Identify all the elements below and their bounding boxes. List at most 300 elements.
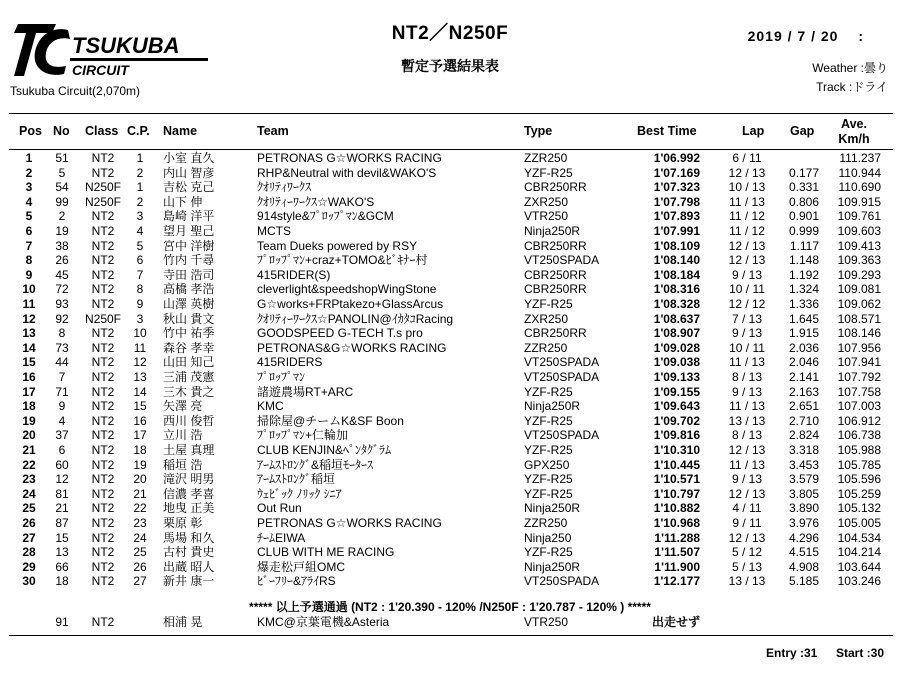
table-row [0, 239, 900, 254]
cell-class: NT2 [91, 370, 115, 384]
cell-cp: 3 [136, 311, 144, 326]
cell-ave-speed: 107.003 [837, 399, 881, 414]
cell-lap: 12 / 13 [728, 238, 766, 253]
cell-ave-speed: 103.644 [837, 559, 881, 574]
cell-class: NT2 [91, 443, 115, 457]
cell-team: ﾌﾟﾛｯﾌﾟﾏﾝ+仁輪加 [257, 428, 349, 443]
cell-name: 出蔵 昭人 [163, 559, 215, 574]
cell-gap: 1.117 [789, 238, 819, 253]
cell-cp: 25 [133, 545, 147, 560]
cell-cp: 13 [133, 370, 147, 384]
cell-class: NT2 [91, 486, 115, 501]
cell-team: MCTS [257, 224, 291, 238]
cell-pos: 4 [25, 194, 33, 209]
cell-best-time: 1'09.038 [653, 355, 700, 370]
table-row [0, 560, 900, 575]
cell-gap: 3.318 [788, 443, 819, 457]
cell-name: 三木 貴之 [163, 384, 215, 399]
cell-no: 9 [58, 399, 66, 414]
cell-type: VT250SPADA [524, 355, 600, 370]
cell-type: VT250SPADA [524, 574, 600, 589]
cell-lap: 10 / 13 [728, 180, 766, 195]
cell-ave-speed: 109.363 [837, 253, 881, 268]
cell-pos: 11 [22, 297, 36, 311]
cell-best-time: 1'11.288 [654, 530, 700, 545]
cell-name: 山田 知己 [163, 355, 215, 370]
cell-ave-speed: 105.785 [837, 457, 881, 472]
cell-gap: 3.976 [788, 516, 819, 530]
cell-type: Ninja250R [524, 224, 581, 238]
table-row [0, 472, 900, 487]
cell-type: YZF-R25 [524, 413, 573, 428]
cell-type: CBR250RR [524, 282, 587, 297]
cell-gap: 0.331 [788, 180, 819, 195]
cell-best-time: 1'07.323 [653, 180, 700, 195]
cell-no: 19 [55, 224, 69, 238]
footer-rule [9, 635, 893, 636]
cell-name: 栗原 彰 [163, 516, 203, 530]
col-ave-label: Ave. [841, 117, 867, 131]
cell-lap: 5 / 13 [731, 559, 763, 574]
cell-pos: 28 [22, 545, 36, 560]
entry-count: Entry :31 [766, 646, 818, 660]
event-title: NT2／N250F [391, 23, 509, 44]
col-best-time: Best Time [637, 124, 697, 138]
cell-type: Ninja250R [524, 559, 581, 574]
cell-team: ｱｰﾑｽﾄﾛﾝｸﾞ&稲垣ﾓｰﾀｰｽ [257, 457, 374, 472]
cell-name: 信濃 孝喜 [163, 486, 215, 501]
cell-ave-speed: 104.534 [837, 530, 881, 545]
table-row [0, 151, 900, 166]
cell-pos: 6 [25, 224, 33, 238]
cell-cp: 9 [136, 297, 144, 311]
cell-name: 土屋 真理 [163, 443, 215, 457]
cell-cp: 14 [133, 384, 147, 399]
cell-pos: 1 [25, 151, 33, 165]
cell-cp: 21 [133, 486, 147, 501]
cell-pos: 20 [22, 428, 36, 443]
cell-pos: 24 [22, 486, 36, 501]
cell-cp: 15 [133, 399, 147, 414]
cell-ave-speed: 103.246 [837, 574, 881, 589]
cell-pos: 3 [25, 180, 33, 195]
cell-ave-speed: 107.758 [837, 384, 881, 399]
cell-cp: 11 [133, 340, 147, 355]
cell-ave-speed: 108.146 [837, 326, 881, 341]
cell-cp: 18 [133, 443, 147, 457]
cell-name: 高橋 孝浩 [163, 282, 215, 297]
cell-no: 72 [55, 282, 69, 297]
col-pos: Pos [19, 124, 42, 138]
cell-pos: 27 [22, 530, 36, 545]
cell-type: CBR250RR [524, 267, 587, 282]
cell-pos: 15 [22, 355, 36, 370]
cell-team: ﾋﾞｰﾌﾘｰ&ｱﾗｲRS [257, 574, 336, 589]
cell-ave-speed: 105.988 [837, 443, 881, 457]
cell-class: NT2 [91, 238, 115, 253]
cell-gap: 3.579 [788, 472, 819, 487]
cell-type: ZZR250 [524, 151, 568, 165]
cell-cp: 22 [133, 501, 147, 516]
cell-no: 18 [55, 574, 69, 589]
cell-gap: 2.163 [788, 384, 819, 399]
cell-no: 92 [55, 311, 69, 326]
cell-type: VT250SPADA [524, 253, 600, 268]
table-row [0, 268, 900, 283]
cell-cp: 19 [133, 457, 147, 472]
cell-name: 島崎 洋平 [163, 209, 215, 224]
cell-no: 93 [55, 297, 69, 311]
cell-class: NT2 [91, 224, 115, 238]
cell-gap: 2.651 [788, 399, 819, 414]
cell-best-time: 1'09.702 [653, 413, 700, 428]
cell-no: 99 [55, 194, 69, 209]
cell-pos: 16 [22, 370, 36, 384]
cell-name: 森谷 孝幸 [163, 340, 215, 355]
cell-no: 13 [55, 545, 69, 560]
cell-lap: 9 / 13 [731, 384, 763, 399]
dns-team: KMC@京葉電機&Asteria [257, 615, 390, 629]
cell-no: 12 [55, 472, 69, 487]
cell-ave-speed: 109.081 [837, 282, 881, 297]
report-title: 暫定予選結果表 [401, 58, 499, 74]
cell-pos: 18 [22, 399, 36, 414]
cell-no: 6 [58, 443, 66, 457]
cell-class: NT2 [91, 545, 115, 560]
cell-lap: 6 / 11 [732, 151, 762, 165]
cell-class: NT2 [91, 267, 115, 282]
cell-type: YZF-R25 [524, 472, 573, 487]
cell-team: ｸｵﾘﾃｨｰﾜｰｸｽ☆PANOLIN@ｲｶﾀｺRacing [257, 311, 454, 326]
cell-team: CLUB WITH ME RACING [257, 545, 395, 560]
cell-best-time: 1'08.637 [653, 311, 700, 326]
start-count: Start :30 [836, 646, 885, 660]
cell-gap: 0.999 [788, 224, 819, 238]
cell-pos: 10 [22, 282, 36, 297]
cell-team: PETRONAS G☆WORKS RACING [257, 516, 442, 530]
track-condition-label: Track :ドライ [816, 80, 888, 94]
cell-team: PETRONAS&G☆WORKS RACING [257, 340, 447, 355]
cell-name: 矢澤 亮 [163, 399, 203, 414]
cell-type: Ninja250R [524, 399, 581, 414]
cell-name: 小室 直久 [163, 151, 215, 165]
cell-ave-speed: 104.214 [837, 545, 881, 560]
cell-lap: 9 / 13 [731, 472, 763, 487]
col-cp: C.P. [127, 124, 150, 138]
cell-type: ZZR250 [524, 340, 568, 355]
cell-team: 914style&ﾌﾟﾛｯﾌﾟﾏﾝ&GCM [257, 209, 394, 224]
cell-cp: 7 [136, 267, 144, 282]
dns-name: 相浦 晃 [163, 615, 203, 629]
cell-class: NT2 [91, 282, 115, 297]
cell-class: NT2 [91, 559, 115, 574]
cell-name: 馬場 和久 [163, 530, 215, 545]
cell-ave-speed: 109.062 [837, 297, 881, 311]
cell-cp: 12 [133, 355, 147, 370]
cell-class: NT2 [91, 355, 115, 370]
cell-class: NT2 [91, 151, 115, 165]
cell-ave-speed: 109.915 [837, 194, 881, 209]
cell-gap: 2.141 [788, 370, 819, 384]
cell-ave-speed: 106.738 [837, 428, 881, 443]
cell-lap: 10 / 11 [729, 282, 765, 297]
table-row [0, 166, 900, 181]
cell-no: 8 [58, 326, 66, 341]
cell-type: CBR250RR [524, 326, 587, 341]
cell-team: Team Dueks powered by RSY [257, 238, 418, 253]
cell-name: 秋山 貴文 [163, 311, 215, 326]
cell-no: 5 [58, 165, 66, 180]
dns-row [0, 615, 900, 630]
cell-no: 73 [55, 340, 69, 355]
cell-pos: 7 [25, 238, 33, 253]
cell-name: 竹内 千尋 [163, 253, 215, 268]
cell-no: 71 [55, 384, 69, 399]
cell-gap: 1.645 [788, 311, 819, 326]
cell-ave-speed: 109.761 [837, 209, 881, 224]
dns-type: VTR250 [524, 615, 569, 629]
cell-name: 古村 貴史 [163, 545, 215, 560]
table-row [0, 399, 900, 414]
weather-label: Weather :曇り [812, 61, 888, 75]
cell-pos: 26 [22, 516, 36, 530]
col-class: Class [85, 124, 119, 138]
cell-lap: 10 / 11 [729, 340, 765, 355]
cell-best-time: 1'10.968 [653, 516, 700, 530]
table-row [0, 312, 900, 327]
cell-cp: 1 [136, 151, 144, 165]
cell-pos: 30 [22, 574, 36, 589]
cell-team: G☆works+FRPtakezo+GlassArcus [257, 297, 444, 311]
cell-pos: 22 [22, 457, 36, 472]
cell-best-time: 1'08.109 [653, 238, 700, 253]
cell-team: ｸｵﾘﾃｨﾜｰｸｽ [257, 180, 312, 195]
table-row [0, 209, 900, 224]
table-header [0, 116, 900, 148]
cell-pos: 19 [22, 413, 36, 428]
table-row [0, 224, 900, 239]
cell-pos: 5 [25, 209, 33, 224]
cell-team: 掃除屋@チームK&SF Boon [257, 413, 404, 428]
cell-pos: 29 [22, 559, 36, 574]
cell-best-time: 1'10.797 [653, 486, 700, 501]
cell-no: 4 [58, 413, 66, 428]
col-lap: Lap [742, 124, 765, 138]
cell-name: 滝沢 明男 [163, 472, 215, 487]
cell-pos: 9 [25, 267, 33, 282]
table-row [0, 516, 900, 531]
cell-gap: 3.805 [788, 486, 819, 501]
col-no: No [53, 124, 70, 138]
qualify-note: ***** 以上予選通過 (NT2 : 1'20.390 - 120% /N250F : 1'20.787 - 120% ) ***** [249, 600, 651, 614]
cell-pos: 23 [22, 472, 36, 487]
cell-class: NT2 [91, 399, 115, 414]
cell-best-time: 1'08.907 [653, 326, 700, 341]
cell-team: RHP&Neutral with devil&WAKO'S [257, 165, 437, 180]
cell-name: 西川 俊哲 [163, 413, 215, 428]
table-row [0, 195, 900, 210]
cell-lap: 9 / 13 [731, 326, 763, 341]
cell-gap: 2.046 [788, 355, 819, 370]
cell-gap: 2.824 [788, 428, 819, 443]
cell-gap: 1.336 [788, 297, 819, 311]
cell-ave-speed: 105.259 [837, 486, 881, 501]
cell-cp: 23 [133, 516, 147, 530]
cell-class: NT2 [91, 428, 115, 443]
cell-team: 415RIDERS [257, 355, 323, 370]
cell-name: 吉松 克己 [163, 180, 215, 195]
cell-pos: 2 [25, 165, 33, 180]
cell-class: NT2 [91, 340, 115, 355]
table-row [0, 370, 900, 385]
cell-lap: 8 / 13 [731, 428, 763, 443]
cell-best-time: 1'12.177 [653, 574, 700, 589]
cell-pos: 17 [22, 384, 36, 399]
cell-class: NT2 [91, 530, 115, 545]
cell-type: VTR250 [524, 209, 569, 224]
col-team: Team [257, 124, 289, 138]
cell-lap: 8 / 13 [731, 370, 763, 384]
cell-pos: 14 [22, 340, 36, 355]
table-row [0, 574, 900, 589]
cell-team: KMC [257, 399, 284, 414]
cell-best-time: 1'08.184 [653, 267, 700, 282]
cell-team: cleverlight&speedshopWingStone [257, 282, 437, 297]
table-row [0, 545, 900, 560]
cell-cp: 16 [133, 413, 147, 428]
cell-best-time: 1'07.798 [653, 194, 700, 209]
cell-cp: 26 [133, 559, 147, 574]
cell-ave-speed: 106.912 [837, 413, 881, 428]
cell-team: ｱｰﾑｽﾄﾛﾝｸﾞ稲垣 [257, 472, 336, 487]
cell-team: CLUB KENJIN&ﾍﾟﾝﾀｸﾞﾗﾑ [257, 443, 392, 457]
cell-name: 内山 智彦 [163, 165, 215, 180]
cell-gap: 2.710 [788, 413, 819, 428]
cell-no: 66 [55, 559, 69, 574]
cell-team: 415RIDER(S) [257, 267, 331, 282]
cell-pos: 21 [22, 443, 36, 457]
cell-lap: 7 / 13 [731, 311, 763, 326]
cell-cp: 27 [133, 574, 147, 589]
cell-ave-speed: 105.005 [837, 516, 881, 530]
cell-ave-speed: 105.132 [837, 501, 881, 516]
cell-ave-speed: 107.792 [837, 370, 881, 384]
table-row [0, 458, 900, 473]
cell-no: 81 [55, 486, 69, 501]
cell-name: 立川 浩 [163, 428, 203, 443]
cell-cp: 5 [136, 238, 144, 253]
cell-team: ﾌﾟﾛｯﾌﾟﾏﾝ+craz+TOMO&ﾋﾞｷﾅｰ村 [257, 253, 428, 268]
cell-pos: 25 [22, 501, 36, 516]
cell-name: 宮中 洋樹 [163, 238, 215, 253]
cell-lap: 11 / 12 [729, 224, 765, 238]
cell-class: NT2 [91, 326, 115, 341]
cell-gap: 0.177 [788, 165, 819, 180]
cell-lap: 12 / 13 [728, 253, 766, 268]
cell-class: NT2 [91, 501, 115, 516]
table-row [0, 487, 900, 502]
table-row [0, 297, 900, 312]
cell-lap: 11 / 13 [729, 355, 765, 370]
cell-ave-speed: 105.596 [837, 472, 881, 487]
cell-lap: 9 / 13 [731, 267, 763, 282]
cell-best-time: 1'11.507 [654, 545, 700, 560]
cell-no: 87 [55, 516, 69, 530]
cell-team: ﾌﾟﾛｯﾌﾟﾏﾝ [257, 370, 306, 384]
cell-name: 新井 康一 [163, 574, 215, 589]
cell-gap: 1.324 [788, 282, 819, 297]
cell-best-time: 1'07.991 [653, 224, 700, 238]
header-top-rule [9, 113, 893, 114]
cell-no: 60 [55, 457, 69, 472]
cell-type: VT250SPADA [524, 428, 600, 443]
cell-no: 51 [55, 151, 69, 165]
table-row [0, 253, 900, 268]
cell-class: NT2 [91, 253, 115, 268]
cell-class: NT2 [91, 457, 115, 472]
cell-lap: 12 / 13 [728, 486, 766, 501]
cell-ave-speed: 107.941 [837, 355, 881, 370]
cell-type: YZF-R25 [524, 165, 573, 180]
cell-cp: 4 [136, 224, 144, 238]
cell-team: PETRONAS G☆WORKS RACING [257, 151, 442, 165]
cell-type: YZF-R25 [524, 443, 573, 457]
cell-pos: 8 [25, 253, 33, 268]
cell-team: GOODSPEED G-TECH T.s pro [257, 326, 423, 341]
cell-best-time: 1'07.169 [653, 165, 700, 180]
cell-class: NT2 [91, 209, 115, 224]
cell-lap: 12 / 13 [728, 165, 766, 180]
cell-name: 稲垣 浩 [163, 457, 203, 472]
cell-type: CBR250RR [524, 238, 587, 253]
cell-gap: 5.185 [788, 574, 819, 589]
table-row [0, 385, 900, 400]
cell-no: 37 [55, 428, 69, 443]
cell-lap: 5 / 12 [731, 545, 763, 560]
cell-best-time: 1'08.140 [653, 253, 700, 268]
cell-lap: 12 / 13 [728, 443, 766, 457]
venue-label: Tsukuba Circuit(2,070m) [10, 84, 141, 98]
cell-class: NT2 [91, 384, 115, 399]
cell-ave-speed: 108.571 [837, 311, 881, 326]
cell-lap: 11 / 13 [729, 399, 765, 414]
cell-team: ｳｪﾋﾞｯｸ ﾉﾘｯｸ ｼﾆｱ [257, 486, 342, 501]
cell-best-time: 1'09.133 [653, 370, 700, 384]
table-row [0, 341, 900, 356]
cell-no: 7 [58, 370, 66, 384]
cell-class: NT2 [91, 413, 115, 428]
dns-best-time: 出走せず [651, 615, 700, 629]
table-row [0, 180, 900, 195]
cell-cp: 1 [136, 180, 144, 195]
logo-subtext: CIRCUIT [72, 62, 129, 78]
cell-ave-speed: 111.237 [839, 151, 881, 165]
cell-gap: 1.148 [788, 253, 819, 268]
cell-ave-speed: 109.413 [837, 238, 881, 253]
table-row [0, 531, 900, 546]
cell-cp: 6 [136, 253, 144, 268]
cell-cp: 2 [136, 194, 144, 209]
cell-gap: 3.890 [788, 501, 819, 516]
cell-ave-speed: 109.293 [837, 267, 881, 282]
cell-gap: 3.453 [788, 457, 819, 472]
cell-best-time: 1'10.310 [653, 443, 700, 457]
cell-name: 地曳 正美 [163, 501, 215, 516]
cell-type: CBR250RR [524, 180, 587, 195]
cell-class: NT2 [91, 574, 115, 589]
cell-cp: 2 [136, 165, 144, 180]
cell-type: VT250SPADA [524, 370, 600, 384]
